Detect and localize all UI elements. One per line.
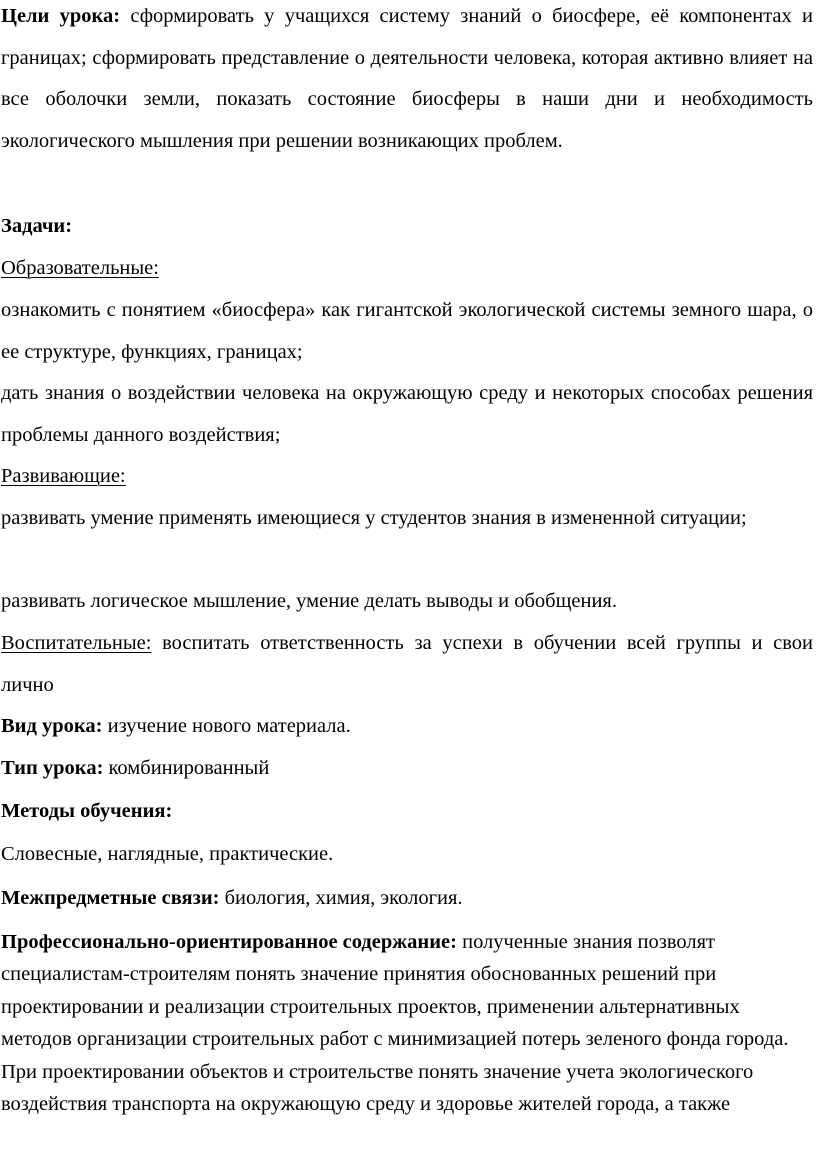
developing-heading xyxy=(1,456,813,498)
methods-text: Словесные, наглядные, практические. xyxy=(1,843,334,865)
upbringing-paragraph xyxy=(1,623,813,706)
professional-content-label: Профессионально-ориентированное содержание: xyxy=(1,931,457,953)
professional-content-text: полученные знания позволят специалистам-строителям понять значение принятия обоснованных решений при проектировании и реализации строительных проектов, применении альтернативных методов организации строительных работ с минимизацией потерь зеленого фонда города. При проектировании объектов и строительстве понять значение учета экологического воздействия транспорта на окружающую среду и здоровье жителей города, а также xyxy=(1,931,789,1116)
lesson-type-paragraph xyxy=(1,748,813,790)
methods-heading xyxy=(1,791,813,833)
lesson-kind-text: изучение нового материала. xyxy=(102,715,351,737)
lesson-goals-label: Цели урока: xyxy=(1,5,121,27)
developing-label: Развивающие: xyxy=(1,465,126,487)
upbringing-text: воспитать ответственность за успехи в обучении всей группы и свои лично xyxy=(1,632,813,696)
tasks-heading-text: Задачи: xyxy=(1,215,73,237)
educational-item-1: ознакомить с понятием «биосфера» как гигантской экологической системы земного шара, о ее структуре, функциях, границах; xyxy=(1,299,813,363)
professional-content-paragraph xyxy=(1,926,813,1120)
interdisciplinary-links-label: Межпредметные связи: xyxy=(1,887,220,909)
lesson-kind-paragraph xyxy=(1,706,813,748)
lesson-goals-text: сформировать у учащихся систему знаний о биосфере, её компонентах и границах; сформировать представление о деятельности человека, которая активно влияет на все оболочки земли, показать состояние биосферы в наши дни и необходимость экологического мышления при решении возникающих проблем. xyxy=(1,5,813,153)
educational-item-2: дать знания о воздействии человека на окружающую среду и некоторых способах решения проблемы данного воздействия; xyxy=(1,382,813,446)
lesson-type-label: Тип урока: xyxy=(1,757,104,779)
educational-label: Образовательные: xyxy=(1,257,159,279)
developing-item-1: развивать умение применять имеющиеся у студентов знания в измененной ситуации; xyxy=(1,507,747,529)
developing-item-2: развивать логическое мышление, умение делать выводы и обобщения. xyxy=(1,590,617,612)
educational-heading xyxy=(1,248,813,290)
lesson-goals-paragraph xyxy=(1,0,813,163)
tasks-heading xyxy=(1,206,813,248)
methods-heading-text: Методы обучения: xyxy=(1,800,173,822)
interdisciplinary-links-text: биология, химия, экология. xyxy=(219,887,463,909)
lesson-type-text: комбинированный xyxy=(103,757,270,779)
lesson-kind-label: Вид урока: xyxy=(1,715,103,737)
interdisciplinary-links-paragraph xyxy=(1,878,813,920)
upbringing-label: Воспитательные: xyxy=(1,632,152,654)
